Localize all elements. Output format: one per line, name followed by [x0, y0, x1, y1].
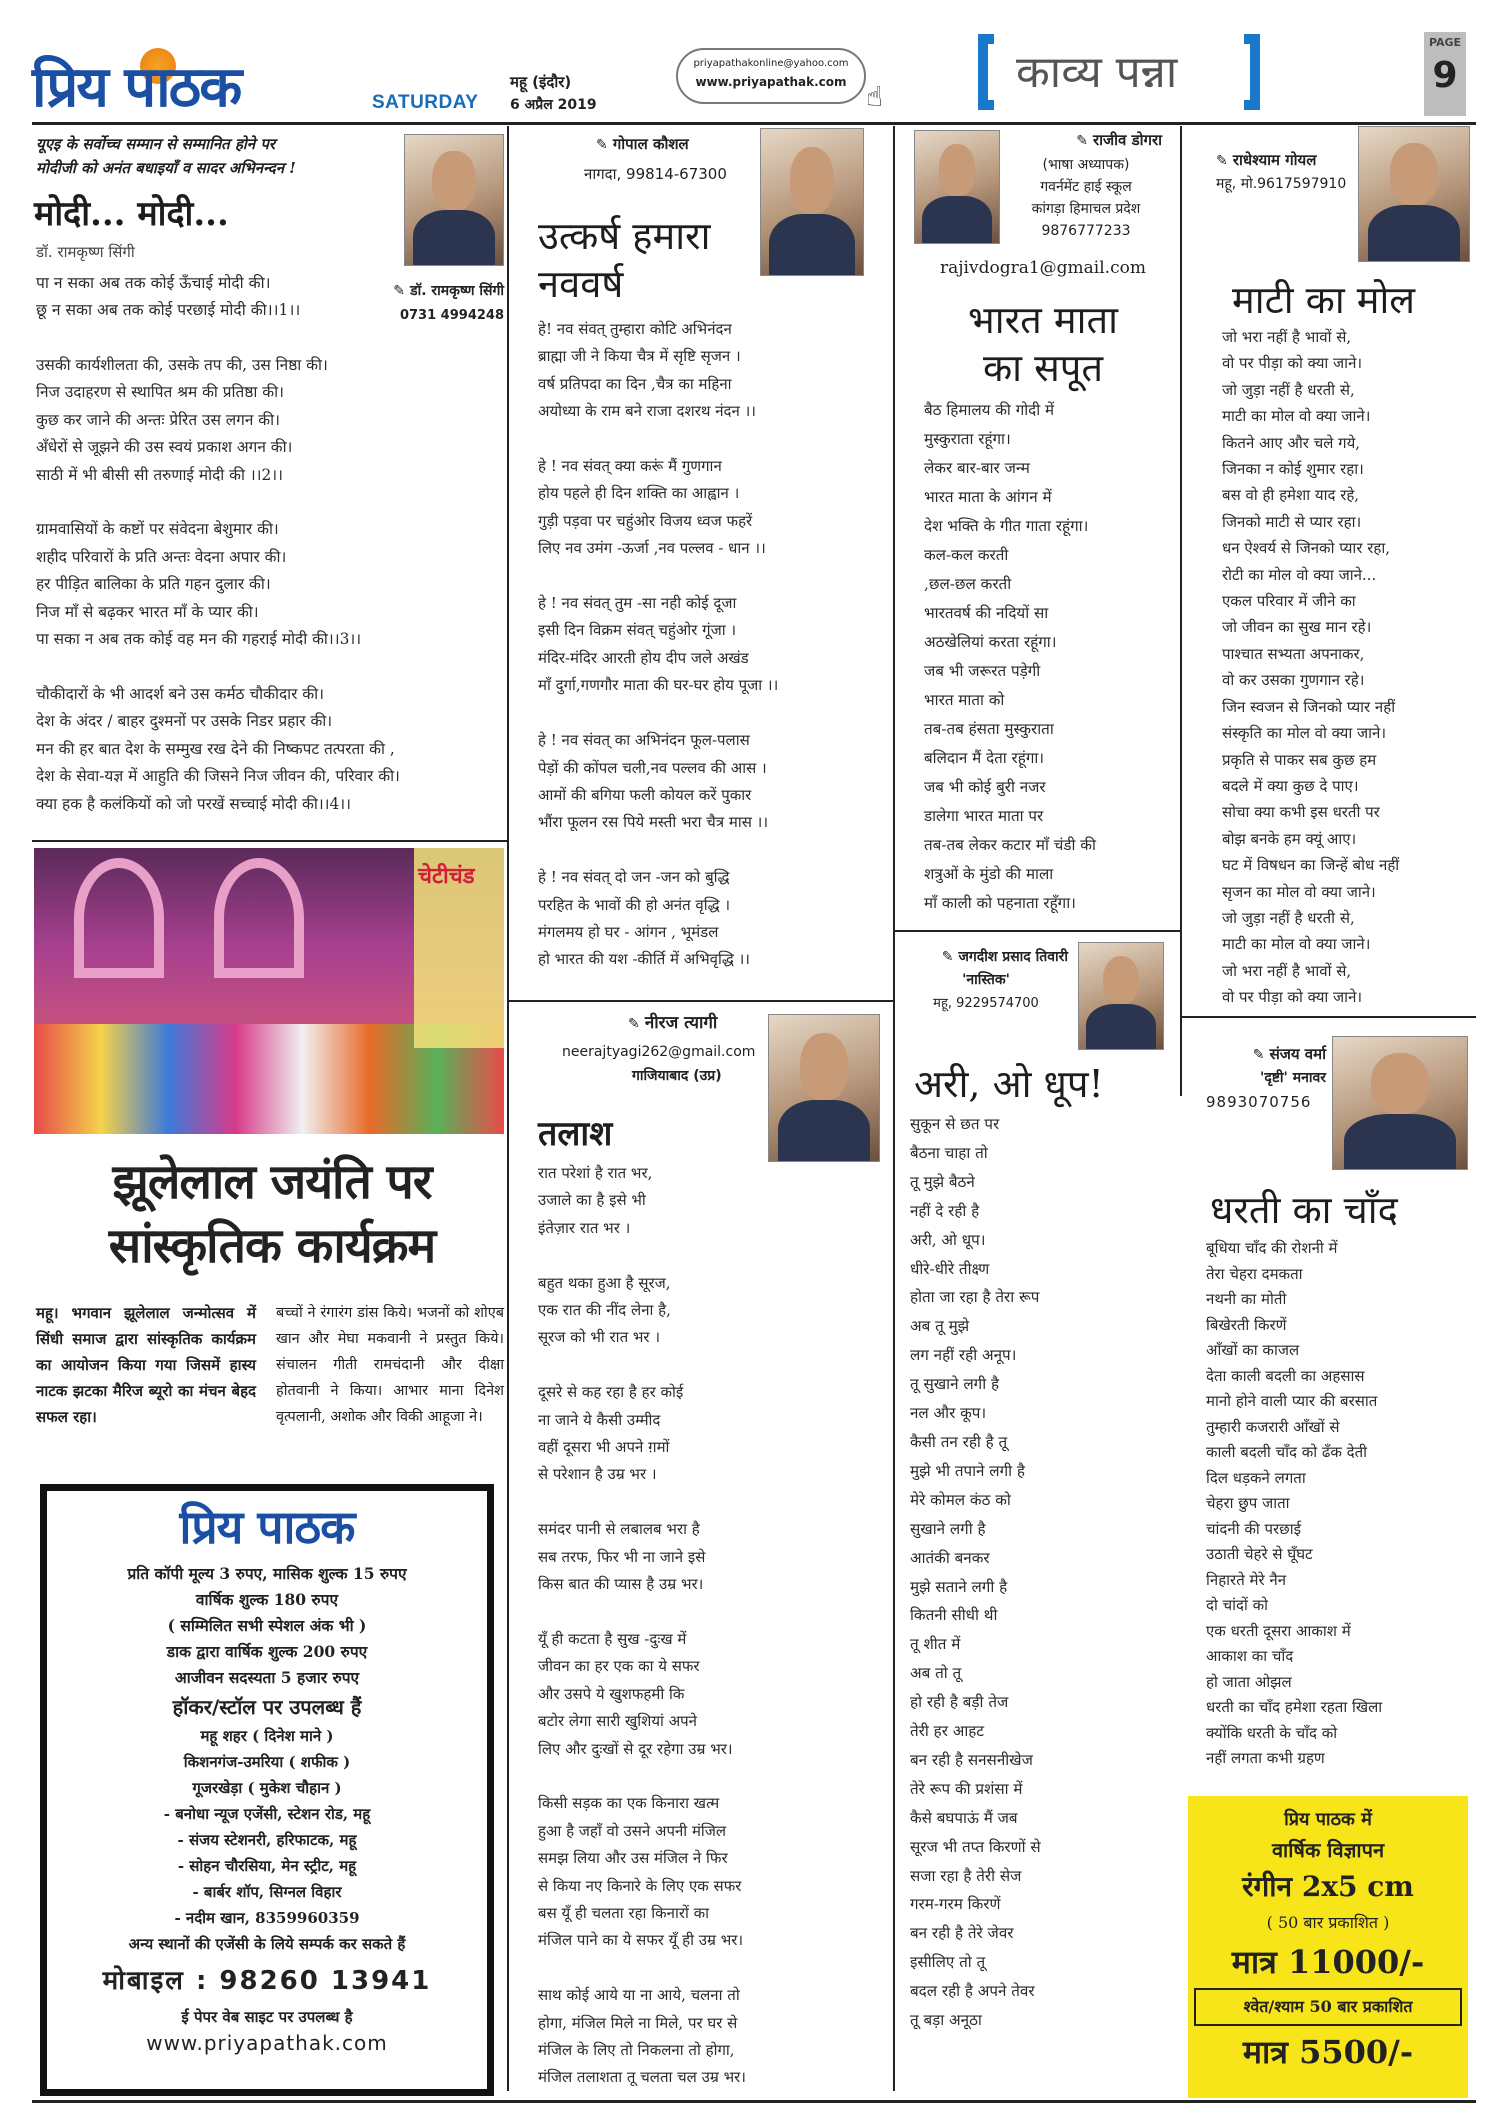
- verma-contact: 9893070756: [1206, 1093, 1312, 1111]
- modi-poem-byline-top: डॉ. रामकृष्ण सिंगी: [36, 243, 135, 261]
- pen-icon: ✎: [1252, 1047, 1265, 1063]
- section-bracket-left-icon: [978, 34, 994, 110]
- col4-rule-mid: [1180, 1016, 1476, 1018]
- author-photo-tyagi: [768, 1014, 880, 1162]
- news-body-right: बच्चों ने रंगारंग डांस किये। भजनों को शोएब खान और मेघा मकवानी ने प्रस्तुत किये। संचालन गीती रामचंदानी और दीक्षा होतवानी ने किया। आभार माना दिनेश वृत्पलानी, अशोक और विकी आहूजा ने।: [276, 1305, 504, 1425]
- page-label: PAGE: [1428, 36, 1462, 49]
- author-photo-goyal: [1358, 126, 1470, 262]
- tiwari-contact: महू, 9229574700: [933, 996, 1039, 1011]
- ad-line-1: प्रिय पाठक में: [1284, 1809, 1372, 1830]
- kaushal-contact: नागदा, 99814-67300: [584, 165, 727, 183]
- dogra-email[interactable]: rajivdogra1@gmail.com: [940, 258, 1146, 278]
- pen-icon: ✎: [1216, 153, 1228, 169]
- author-photo-verma: [1332, 1036, 1468, 1170]
- modi-poem-title: मोदी... मोदी...: [34, 194, 229, 234]
- verma-byline: [1206, 1044, 1326, 1111]
- news-headline: झूलेलाल जयंति पर सांस्कृतिक कार्यक्रम: [108, 1154, 436, 1274]
- masthead-web[interactable]: www.priyapathak.com: [695, 75, 847, 89]
- dogra-byline: [1010, 130, 1162, 242]
- column-rule-3: [1180, 126, 1182, 1096]
- edition-date: 6 अप्रैल 2019: [510, 97, 597, 113]
- pen-icon: ✎: [393, 283, 406, 299]
- pen-icon: ✎: [941, 949, 954, 965]
- dogra-poem-title: भारत माता का सपूत: [968, 298, 1118, 390]
- subscription-agents: महू शहर ( दिनेश माने ) किशनगंज-उमरिया ( शफीक ) गूजरखेड़ा ( मुकेश चौहान ) - बनोधा न्यूज एजेंसी, स्टेशन रोड, महू - संजय स्टेशनरी, हरिफाटक, महू - सोहन चौरसिया, मेन स्ट्रीट, महू - बार्बर शॉप, सिग्नल विहार - नदीम खान, 8359960359 अन्य स्थानों की एजेंसी के लिये सम्पर्क कर सकते हैं: [128, 1727, 406, 1953]
- tiwari-author-name: जगदीश प्रसाद तिवारी: [958, 949, 1068, 965]
- page-number: 9: [1432, 55, 1458, 96]
- masthead-email[interactable]: priyapathakonline@yahoo.com: [693, 58, 849, 69]
- goyal-byline: [1216, 150, 1346, 193]
- contact-pill[interactable]: [676, 48, 866, 104]
- day: SATURDAY: [372, 92, 479, 113]
- kaushal-poem-body: हे! नव संवत् तुम्हारा कोटि अभिनंदन ब्राह्मा जी ने किया चैत्र में सृष्टि सृजन । वर्ष प्रतिपदा का दिन ,चैत्र का महिना अयोध्या के राम बने राजा दशरथ नंदन ।। हे ! नव संवत् क्या करूं मैं गुणगान होय पहले ही दिन शक्ति का आह्वान । गुड़ी पड़वा पर चहुंओर विजय ध्वज फहरें लिए नव उमंग -ऊर्जा ,नव पल्लव - धान ।। हे ! नव संवत् तुम -सा नही कोई दूजा इसी दिन विक्रम संवत् चहुंओर गूंजा । मंदिर-मंदिर आरती होय दीप जले अखंड माँ दुर्गा,गणगौर माता की घर-घर होय पूजा ।। हे ! नव संवत् का अभिनंदन फूल-पलास पेड़ों की कोंपल चली,नव पल्लव की आस । आमों की बगिया फली कोयल करें पुकार भौंरा फूलन रस पिये मस्ती भरा चैत्र मास ।। हे ! नव संवत् दो जन -जन को बुद्धि परहित के भावों की हो अनंत वृद्धि । मंगलमय हो घर - आंगन , भूमंडल हो भारत की यश -कीर्ति में अभिवृद्धि ।।: [538, 320, 779, 969]
- subscription-epaper: ई पेपर वेब साइट पर उपलब्ध है: [181, 2008, 353, 2026]
- author-photo-singi: [404, 134, 504, 266]
- masthead-rule: [32, 122, 1476, 125]
- dogra-author-name: राजीव डोगरा: [1093, 131, 1162, 149]
- tyagi-poem-body: रात परेशां है रात भर, उजाले का है इसे भी इंतेज़ार रात भर । बहुत थका हुआ है सूरज, एक रात की नींद लेना है, सूरज को भी रात भर । दूसरे से कह रहा है हर कोई ना जाने ये कैसी उम्मीद वहीं दूसरा भी अपने ग़मों से परेशान है उम्र भर । समंदर पानी से लबालब भरा है सब तरफ, फिर भी ना जाने इसे किस बात की प्यास है उम्र भर। यूँ ही कटता है सुख -दुःख में जीवन का हर एक का ये सफर और उसपे ये खुशफहमी कि बटोर लेगा सारी खुशियां अपने लिए और दुःखों से दूर रहेगा उम्र भर। किसी सड़क का एक किनारा खत्म हुआ है जहाँ वो उसने अपनी मंजिल समझ लिया और उस मंजिल ने फिर से किया नए किनारे के लिए एक सफर बस यूँ ही चलता रहा किनारों का मंजिल पाने का ये सफर यूँ ही उम्र भर। साथ कोई आये या ना आये, चलना तो होगा, मंजिल मिले ना मिले, पर घर से मंजिल के लिए तो निकलना तो होगा, मंजिल तलाशता तू चलता चल उम्र भर।: [538, 1164, 746, 2087]
- tiwari-alias: 'नास्तिक': [962, 972, 1010, 988]
- column-rule-1: [507, 126, 509, 2091]
- verma-alias: 'दृष्टी' मनावर: [1260, 1070, 1326, 1086]
- edition-place: महू (इंदौर): [510, 73, 572, 91]
- modi-poem-author-phone: 0731 4994248: [399, 308, 504, 323]
- ad-line-6: श्वेत/श्याम 50 बार प्रकाशित: [1194, 1988, 1462, 2026]
- pen-icon: ✎: [596, 137, 608, 153]
- modi-poem-body: उसकी कार्यशीलता की, उसके तप की, उस निष्ठा की। निज उदाहरण से स्थापित श्रम की प्रतिष्ठा की। कुछ कर जाने की अन्तः प्रेरित उस लगन की। अँधेरों से जूझने की उस स्वयं प्रकाश अगन की। साठी में भी बीसी सी तरुणाई मोदी की ।।2।। ग्रामवासियों के कष्टों पर संवेदना बेशुमार की। शहीद परिवारों के प्रति अन्तः वेदना अपार की। हर पीड़ित बालिका के प्रति गहन दुलार की। निज माँ से बढ़कर भारत माँ के प्यार की। पा सका न अब तक कोई वह मन की गहराई मोदी की।।3।। चौकीदारों के भी आदर्श बने उस कर्मठ चौकीदार की। देश के अंदर / बाहर दुश्मनों पर उसके निडर प्रहार की। मन की हर बात देश के सम्मुख रख देने की निष्कपट तत्परता की , देश के सेवा-यज्ञ में आहुति की जिसने निज जीवन की, परिवार की। क्या हक है कलंकियों को जो परखें सच्चाई मोदी की।।4।।: [36, 356, 400, 813]
- tyagi-city: गाजियाबाद (उप्र): [632, 1068, 722, 1084]
- modi-poem-author-name: डॉ. रामकृष्ण सिंगी: [410, 283, 504, 299]
- photo-banner-text: चेटीचंड: [418, 864, 475, 889]
- news-body-left: महू। भगवान झूलेलाल जन्मोत्सव में सिंधी समाज द्वारा सांस्कृतिक कार्यक्रम का आयोजन किया गया जिसमें हास्य नाटक झटका मैरिज ब्यूरो का मंचन बेहद सफल रहा।: [36, 1304, 256, 1426]
- dogra-contact: (भाषा अध्यापक) गवर्नमेंट हाई स्कूल कांगड़ा हिमाचल प्रदेश 9876777233: [1031, 157, 1141, 239]
- ad-line-4: ( 50 बार प्रकाशित ): [1266, 1913, 1390, 1932]
- goyal-contact: महू, मो.9617597910: [1216, 176, 1347, 192]
- logo-text: प्रिय पाठक: [32, 55, 241, 120]
- ad-line-2: वार्षिक विज्ञापन: [1271, 1838, 1385, 1862]
- author-photo-tiwari: [1078, 942, 1164, 1050]
- verma-poem-title: धरती का चाँद: [1210, 1188, 1398, 1232]
- tyagi-poem-title: तलाश: [538, 1114, 613, 1154]
- tyagi-author-name: नीरज त्यागी: [644, 1013, 718, 1033]
- verma-poem-body: बूधिया चाँद की रोशनी में तेरा चेहरा दमकता नथनी का मोती बिखेरती किरणें आँखों का काजल देता काली बदली का अहसास मानो होने वाली प्यार की बरसात तुम्हारी कजरारी आँखों से काली बदली चाँद को ढँक देती दिल धड़कने लगता चेहरा छुप जाता चांदनी की परछाई उठाती चेहरे से घूँघट निहारते मेरे नैन दो चांदों को एक धरती दूसरा आकाश में आकाश का चाँद हो जाता ओझल धरती का चाँद हमेशा रहता खिला क्योंकि धरती के चाँद को नहीं लगता कभी ग्रहण: [1206, 1239, 1383, 1767]
- tiwari-byline: [904, 946, 1068, 1011]
- annual-ad-box[interactable]: [1188, 1796, 1468, 2098]
- pen-icon: ✎: [1076, 133, 1088, 149]
- goyal-poem-title: माटी का मोल: [1232, 278, 1416, 322]
- author-photo-dogra: [914, 130, 1000, 244]
- ad-line-3: रंगीन 2x5 cm: [1242, 1870, 1414, 1903]
- goyal-author-name: राधेश्याम गोयल: [1232, 151, 1317, 169]
- kaushal-byline: [596, 134, 689, 154]
- modi-poem-stanza-1: पा न सका अब तक कोई ऊँचाई मोदी की। छू न सका अब तक कोई परछाई मोदी की।।1।।: [36, 274, 301, 320]
- cursor-hand-icon: ☝: [866, 80, 884, 113]
- section-title: काव्य पन्ना: [1016, 47, 1178, 98]
- ad-price-bw: मात्र 5500/-: [1242, 2033, 1414, 2071]
- subscription-box: [40, 1484, 494, 2096]
- pen-icon: ✎: [628, 1016, 640, 1032]
- subscription-rates: प्रति कॉपी मूल्य 3 रुपए, मासिक शुल्क 15 रुपए वार्षिक शुल्क 180 रुपए ( सम्मिलित सभी स्पेशल अंक भी ) डाक द्वारा वार्षिक शुल्क 200 रुपए आजीवन सदस्यता 5 हजार रुपए: [127, 1564, 407, 1687]
- tiwari-poem-title: अरी, ओ धूप!: [914, 1062, 1104, 1106]
- col3-rule-mid: [893, 930, 1180, 932]
- tiwari-poem-body: सुकून से छत पर बैठना चाहा तो तू मुझे बैठने नहीं दे रही है अरी, ओ धूप। धीरे-धीरे तीक्ष्ण होता जा रहा है तेरा रूप अब तू मुझे लग नहीं रही अनूप। तू सुखाने लगी है नल और कूप। कैसी तन रही है तू मुझे भी तपाने लगी है मेरे कोमल कंठ को सुखाने लगी है आतंकी बनकर मुझे सताने लगी है कितनी सीधी थी तू शीत में अब तो तू हो रही है बड़ी तेज तेरी हर आहट बन रही है सनसनीखेज तेरे रूप की प्रशंसा में कैसे बघपाऊं मैं जब सूरज भी तप्त किरणों से सजा रहा है तेरी सेज गरम-गरम किरणें बन रही है तेरे जेवर इसीलिए तो तू बदल रही है अपने तेवर तू बड़ा अनूठा: [910, 1115, 1041, 2030]
- subscription-hawker: हॉकर/स्टॉल पर उपलब्ध हैं: [172, 1695, 362, 1719]
- col1-rule-top: [32, 840, 507, 842]
- logo[interactable]: [32, 48, 322, 126]
- page-number-box: [1424, 32, 1466, 116]
- tyagi-email[interactable]: neerajtyagi262@gmail.com: [562, 1044, 756, 1060]
- subscription-site[interactable]: www.priyapathak.com: [146, 2031, 388, 2055]
- cheti-chand-photo: [34, 848, 504, 1134]
- kaushal-author-name: गोपाल कौशल: [612, 135, 689, 153]
- col2-rule-mid: [507, 1000, 893, 1002]
- kaushal-poem-title: उत्कर्ष हमारा नववर्ष: [538, 214, 711, 306]
- tyagi-byline: [628, 1010, 717, 1033]
- subscription-mobile[interactable]: मोबाइल : 98260 13941: [102, 1966, 432, 1996]
- author-photo-kaushal: [760, 128, 864, 276]
- section-bracket-right-icon: [1244, 34, 1260, 110]
- modi-poem-author: [372, 280, 504, 323]
- dogra-poem-body: बैठ हिमालय की गोदी में मुस्कुराता रहूंगा। लेकर बार-बार जन्म भारत माता के आंगन में देश भक्ति के गीत गाता रहूंगा। कल-कल करती ,छल-छल करती भारतवर्ष की नदियों सा अठखेलियां करता रहूंगा। जब भी जरूरत पड़ेगी भारत माता को तब-तब हंसता मुस्कुराता बलिदान मैं देता रहूंगा। जब भी कोई बुरी नजर डालेगा भारत माता पर तब-तब लेकर कटार माँ चंडी की शत्रुओं के मुंडो की माला माँ काली को पहनाता रहूँगा।: [924, 401, 1096, 912]
- goyal-poem-body: जो भरा नहीं है भावों से, वो पर पीड़ा को क्या जाने। जो जुड़ा नहीं है धरती से, माटी का मोल वो क्या जाने। कितने आए और चले गये, जिनका न कोई शुमार रहा। बस वो ही हमेशा याद रहे, जिनको माटी से प्यार रहा। धन ऐश्वर्य से जिनको प्यार रहा, रोटी का मोल वो क्या जाने... एकल परिवार में जीने का जो जीवन का सुख मान रहे। पाश्चात सभ्यता अपनाकर, वो कर उसका गुणगान रहे। जिन स्वजन से जिनको प्यार नहीं संस्कृति का मोल वो क्या जाने। प्रकृति से पाकर सब कुछ हम बदले में क्या कुछ दे पाए। सोचा क्या कभी इस धरती पर बोझ बनके हम क्यूं आए। घट में विषधन का जिन्हें बोध नहीं सृजन का मोल वो क्या जाने। जो जुड़ा नहीं है धरती से, माटी का मोल वो क्या जाने। जो भरा नहीं है भावों से, वो पर पीड़ा को क्या जाने।: [1222, 328, 1400, 1007]
- ad-price-color: मात्र 11000/-: [1231, 1943, 1425, 1981]
- modi-poem-intro: यूएइ के सर्वोच्च सम्मान से सम्मानित होने पर मोदीजी को अनंत बधाइयाँ व सादर अभिनन्दन !: [36, 135, 296, 177]
- subscription-logo: प्रिय पाठक: [179, 1500, 355, 1554]
- verma-author-name: संजय वर्मा: [1269, 1045, 1326, 1063]
- page-footer-rule: [32, 2100, 1476, 2103]
